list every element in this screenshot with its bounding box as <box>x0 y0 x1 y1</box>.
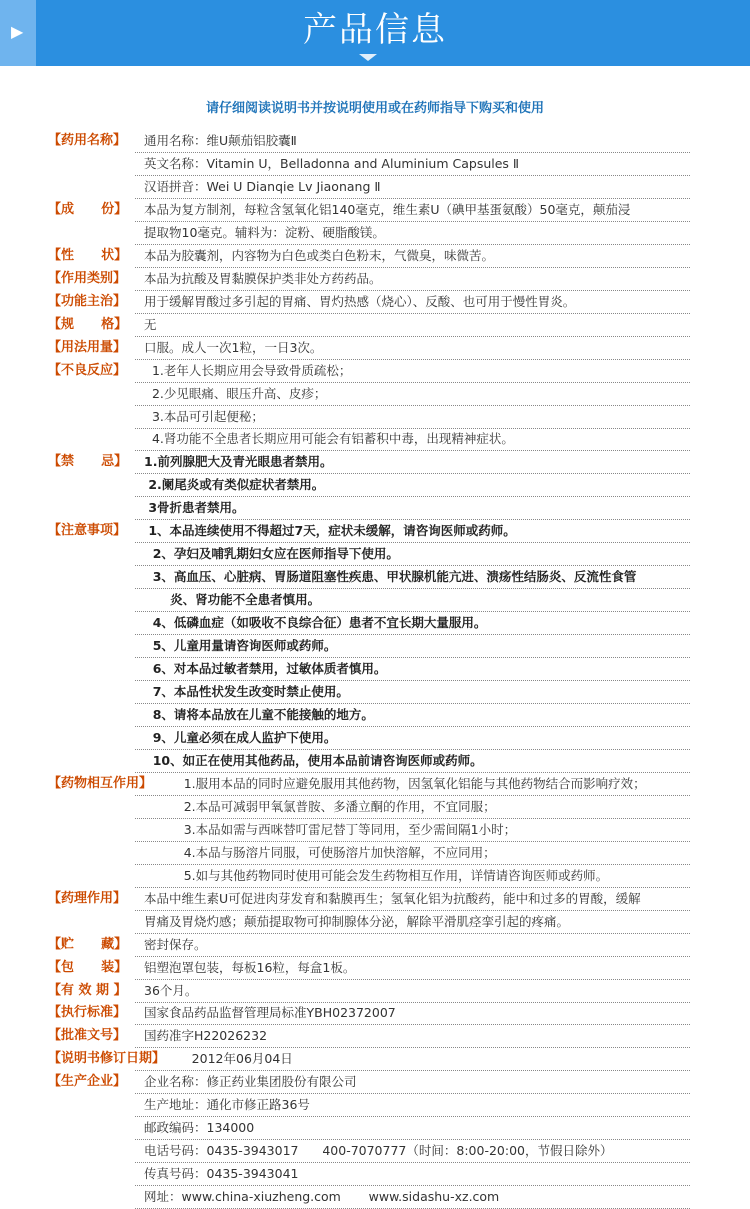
info-row <box>0 130 750 153</box>
row-text: 6、对本品过敏者禁用，过敏体质者慎用。 <box>144 661 387 677</box>
info-row <box>0 176 750 199</box>
row-text: 提取物10毫克。辅料为：淀粉、硬脂酸镁。 <box>144 224 385 240</box>
row-text: 1.服用本品的同时应避免服用其他药物，因氢氧化铝能与其他药物结合而影响疗效； <box>144 775 646 791</box>
row-text: 英文名称：Vitamin U，Belladonna and Aluminium Capsules Ⅱ <box>144 155 520 171</box>
row-text: 炎、肾功能不全患者慎用。 <box>144 592 321 608</box>
row-text: 2012年06月04日 <box>144 1051 293 1067</box>
row-label: 【执行标准】 <box>48 1005 127 1021</box>
info-row <box>0 704 750 727</box>
row-text: 4.本品与肠溶片同服，可使肠溶片加快溶解，不应同用； <box>144 844 496 860</box>
row-text: 10、如正在使用其他药品，使用本品前请咨询医师或药师。 <box>144 752 483 768</box>
info-row <box>0 406 750 429</box>
row-text: 3、高血压、心脏病、胃肠道阻塞性疾患、甲状腺机能亢进、溃疡性结肠炎、反流性食管 <box>144 569 637 585</box>
row-label: 【说明书修订日期】 <box>48 1051 166 1067</box>
row-text: 企业名称：修正药业集团股份有限公司 <box>144 1074 357 1090</box>
info-row <box>0 428 750 451</box>
info-row <box>0 589 750 612</box>
row-label: 【药用名称】 <box>48 133 127 148</box>
row-text: 电话号码：0435-3943017 400-7070777（时间：8:00-20:00，节假日除外） <box>144 1143 613 1159</box>
row-label: 【用法用量】 <box>48 339 127 355</box>
info-row <box>0 957 750 980</box>
row-label: 【包 装】 <box>48 959 128 975</box>
row-text: 生产地址：通化市修正路36号 <box>144 1097 310 1113</box>
row-text: 3.本品如需与西咪替叮雷尼替丁等同用，至少需间隔1小时； <box>144 821 517 837</box>
caret-down-icon <box>359 54 377 61</box>
row-text: 口服。成人一次1粒，一日3次。 <box>144 339 323 355</box>
row-text: 铝塑泡罩包装，每板16粒，每盒1板。 <box>144 959 356 975</box>
row-text: 邮政编码：134000 <box>144 1120 255 1136</box>
row-text: 3骨折患者禁用。 <box>144 500 245 516</box>
info-row <box>0 543 750 566</box>
row-text: 胃痛及胃烧灼感；颠茄提取物可抑制腺体分泌，解除平滑肌痉挛引起的疼痛。 <box>144 913 570 929</box>
info-row <box>0 268 750 291</box>
row-text: 4、低磷血症（如吸收不良综合征）患者不宜长期大量服用。 <box>144 615 487 631</box>
row-text: 本品为抗酸及胃黏膜保护类非处方药药品。 <box>144 270 382 286</box>
info-row <box>0 199 750 222</box>
row-label: 【贮 藏】 <box>48 936 128 952</box>
row-text: 4.肾功能不全患者长期应用可能会有铝蓄积中毒，出现精神症状。 <box>144 431 514 447</box>
row-label: 【作用类别】 <box>48 270 127 286</box>
info-row <box>0 681 750 704</box>
info-row <box>0 245 750 268</box>
row-text: 1、本品连续使用不得超过7天，症状未缓解，请咨询医师或药师。 <box>144 523 516 539</box>
row-text: 汉语拼音：Wei U Dianqie Lv Jiaonang Ⅱ <box>144 178 381 194</box>
info-row <box>0 153 750 176</box>
row-label: 【有 效 期 】 <box>48 982 127 998</box>
row-label: 【药物相互作用】 <box>48 775 153 791</box>
row-text: 2.少见眼痛、眼压升高、皮疹； <box>144 385 327 401</box>
info-row <box>0 474 750 497</box>
row-text: 5.如与其他药物同时使用可能会发生药物相互作用，详情请咨询医师或药师。 <box>144 867 609 883</box>
row-text: 本品中维生素U可促进肉芽发育和黏膜再生；氢氧化铝为抗酸药，能中和过多的胃酸，缓解 <box>144 890 641 906</box>
info-row <box>0 337 750 360</box>
info-row <box>0 612 750 635</box>
row-label: 【不良反应】 <box>48 362 127 378</box>
info-row <box>0 1117 750 1140</box>
info-row <box>0 842 750 865</box>
info-row <box>0 520 750 543</box>
row-text: 36个月。 <box>144 982 198 998</box>
info-row <box>0 819 750 842</box>
info-row <box>0 658 750 681</box>
info-row <box>0 566 750 589</box>
info-row <box>0 1071 750 1094</box>
row-label: 【成 份】 <box>48 201 128 217</box>
info-row <box>0 497 750 520</box>
row-text: 3.本品可引起便秘； <box>144 408 264 424</box>
info-row <box>0 451 750 474</box>
row-text: 8、请将本品放在儿童不能接触的地方。 <box>144 707 374 722</box>
info-row <box>0 1140 750 1163</box>
info-row <box>0 360 750 383</box>
info-row <box>0 750 750 773</box>
info-row <box>0 222 750 245</box>
row-label: 【生产企业】 <box>48 1074 127 1090</box>
row-label: 【禁 忌】 <box>48 454 128 470</box>
row-text: 无 <box>144 316 157 332</box>
info-row <box>0 911 750 934</box>
info-row <box>0 888 750 911</box>
info-row <box>0 635 750 658</box>
info-row <box>0 796 750 819</box>
row-text: 2.阑尾炎或有类似症状者禁用。 <box>144 477 325 493</box>
row-text: 1.老年人长期应用会导致骨质疏松； <box>144 362 352 378</box>
info-row <box>0 1163 750 1186</box>
row-label: 【注意事项】 <box>48 523 127 539</box>
row-text: 1.前列腺肥大及青光眼患者禁用。 <box>144 454 333 470</box>
row-text: 本品为复方制剂，每粒含氢氧化铝140毫克，维生素U（碘甲基蛋氨酸）50毫克，颠茄浸 <box>144 201 631 217</box>
row-text: 通用名称：维U颠茄铝胶囊Ⅱ <box>144 133 297 148</box>
row-text: 用于缓解胃酸过多引起的胃痛、胃灼热感（烧心）、反酸、也可用于慢性胃炎。 <box>144 293 576 309</box>
row-text: 传真号码：0435-3943041 <box>144 1166 299 1182</box>
row-text: 本品为胶囊剂，内容物为白色或类白色粉末，气微臭，味微苦。 <box>144 247 495 263</box>
row-label: 【批准文号】 <box>48 1028 127 1044</box>
header-banner <box>0 0 750 66</box>
info-row <box>0 1048 750 1071</box>
info-row <box>0 383 750 406</box>
row-text: 国家食品药品监督管理局标准YBH02372007 <box>144 1005 396 1021</box>
row-text: 7、本品性状发生改变时禁止使用。 <box>144 684 349 700</box>
info-row <box>0 1186 750 1209</box>
row-label: 【规 格】 <box>48 316 128 332</box>
row-text: 5、儿童用量请咨询医师或药师。 <box>144 638 337 654</box>
info-row <box>0 934 750 957</box>
info-row <box>0 773 750 796</box>
info-row <box>0 1094 750 1117</box>
chevron-right-icon: ▶ <box>11 22 24 41</box>
info-row <box>0 865 750 888</box>
row-text: 密封保存。 <box>144 936 207 952</box>
info-row <box>0 727 750 750</box>
info-row <box>0 314 750 337</box>
info-row <box>0 1002 750 1025</box>
info-row <box>0 980 750 1003</box>
row-text: 2、孕妇及哺乳期妇女应在医师指导下使用。 <box>144 546 399 562</box>
row-text: 国药准字H22026232 <box>144 1028 268 1044</box>
row-label: 【功能主治】 <box>48 293 127 309</box>
row-label: 【药理作用】 <box>48 890 127 906</box>
row-text: 网址：www.china-xiuzheng.com www.sidashu-xz.com <box>144 1189 500 1205</box>
page-title: 产品信息 <box>303 10 447 50</box>
row-text: 9、儿童必须在成人监护下使用。 <box>144 729 337 745</box>
info-row <box>0 1025 750 1048</box>
row-text: 2.本品可减弱甲氧氯普胺、多潘立酮的作用，不宜同服； <box>144 798 496 814</box>
notice-subtitle: 请仔细阅读说明书并按说明使用或在药师指导下购买和使用 <box>205 101 544 116</box>
info-row <box>0 291 750 314</box>
row-label: 【性 状】 <box>48 247 128 263</box>
